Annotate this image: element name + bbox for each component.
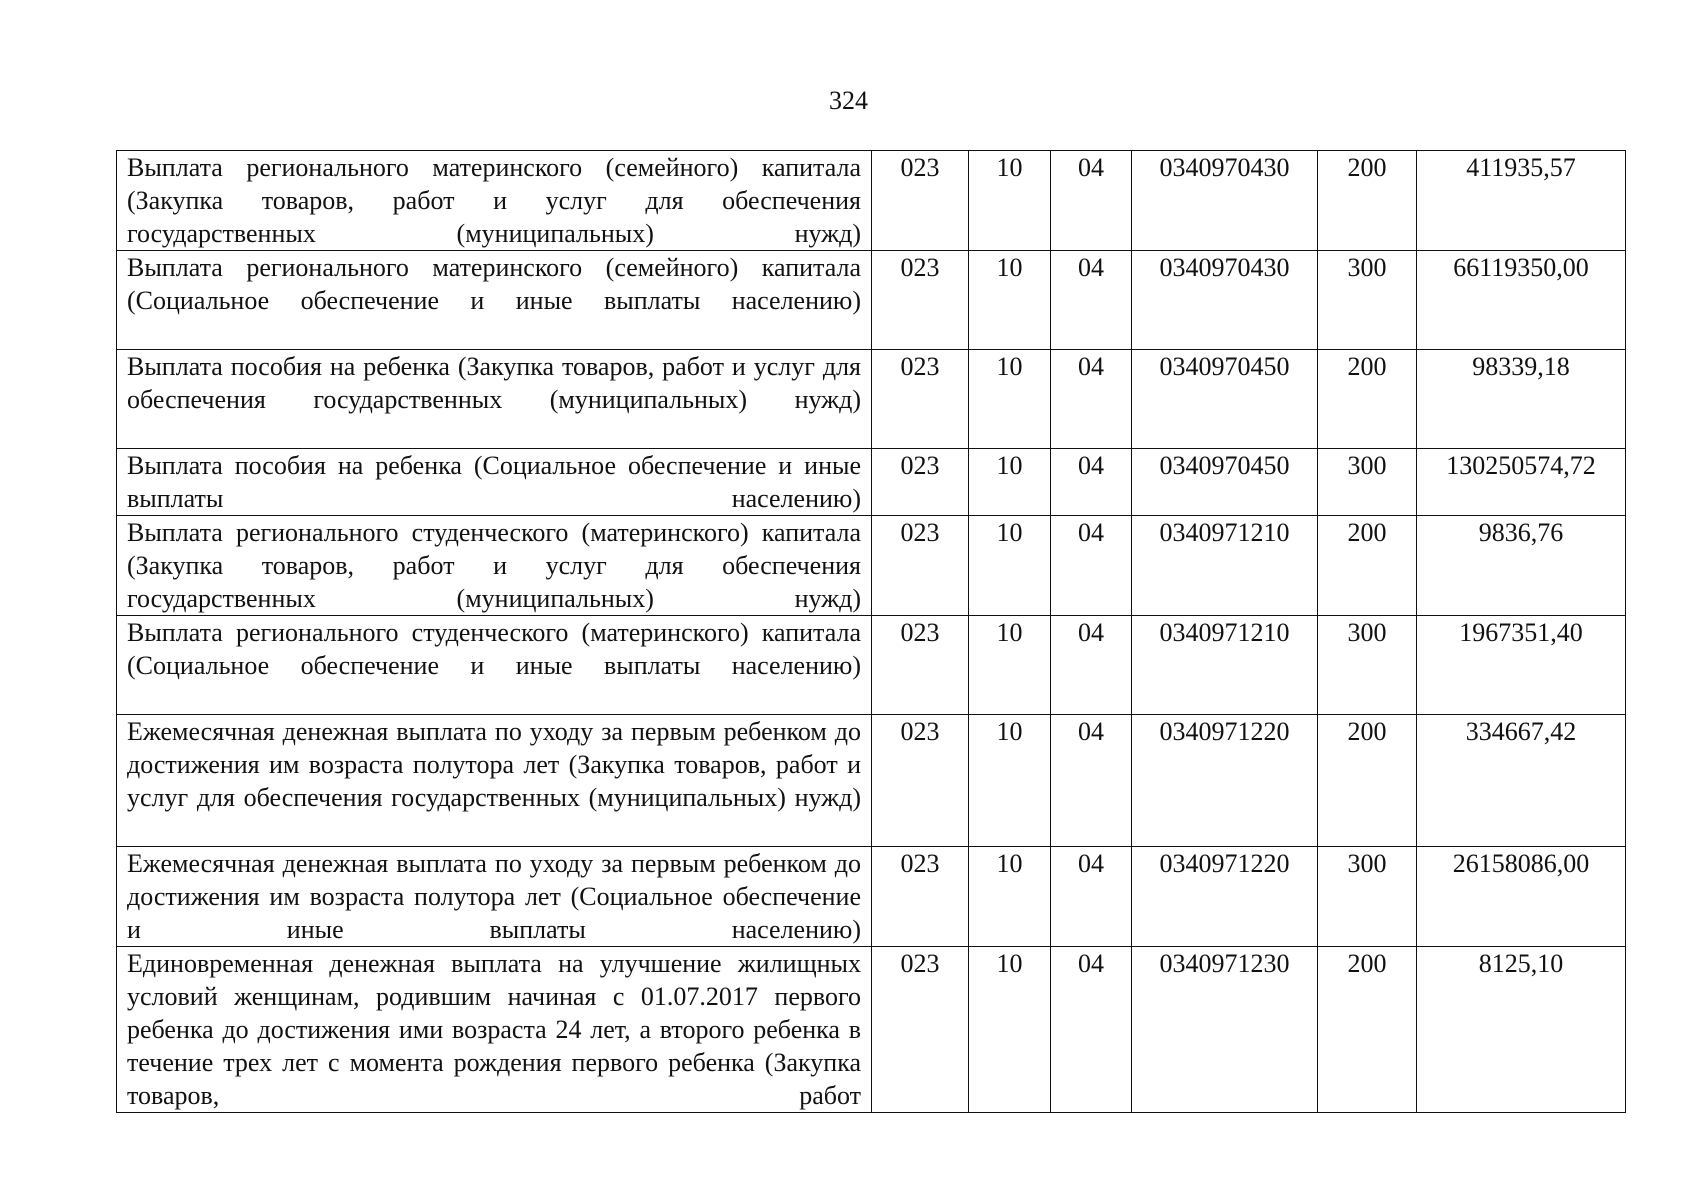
row-description: Единовременная денежная выплата на улучшение жилищных условий женщинам, родившим начиная с 01.07.2017 первого ребенка до достижения ими возраста 24 лет, а второго ребенка в течение трех лет с момента рождения первого ребенка (Закупка товаров, работ [127, 949, 861, 1110]
ministry-code: 023 [872, 616, 969, 715]
target-article-code: 0340970430 [1132, 151, 1318, 251]
subsection-code: 04 [1051, 616, 1132, 715]
subsection-code: 04 [1051, 516, 1132, 616]
amount-value: 66119350,00 [1417, 251, 1626, 350]
row-description: Выплата регионального материнского (семейного) капитала (Социальное обеспечение и иные выплаты населению) [117, 251, 872, 350]
table-row [117, 715, 1626, 847]
expense-type-code: 200 [1318, 151, 1417, 251]
row-description-cell [117, 947, 872, 1113]
target-article-code: 0340970430 [1132, 251, 1318, 350]
amount-value: 1967351,40 [1417, 616, 1626, 715]
target-article-code: 0340971230 [1132, 947, 1318, 1113]
table-row [117, 449, 1626, 516]
table-row [117, 350, 1626, 449]
table-row [117, 251, 1626, 350]
ministry-code: 023 [872, 449, 969, 516]
row-description: Ежемесячная денежная выплата по уходу за первым ребенком до достижения им возраста полутора лет (Социальное обеспечение и иные выплаты населению) [117, 847, 872, 947]
section-code: 10 [969, 151, 1051, 251]
ministry-code: 023 [872, 847, 969, 947]
table-row [117, 151, 1626, 251]
ministry-code: 023 [872, 947, 969, 1113]
target-article-code: 0340971220 [1132, 847, 1318, 947]
row-description: Выплата регионального студенческого (материнского) капитала (Закупка товаров, работ и услуг для обеспечения государственных (муниципальных) нужд) [117, 516, 872, 616]
amount-value: 411935,57 [1417, 151, 1626, 251]
section-code: 10 [969, 947, 1051, 1113]
subsection-code: 04 [1051, 251, 1132, 350]
amount-value: 26158086,00 [1417, 847, 1626, 947]
expense-type-code: 300 [1318, 616, 1417, 715]
target-article-code: 0340970450 [1132, 449, 1318, 516]
ministry-code: 023 [872, 251, 969, 350]
ministry-code: 023 [872, 151, 969, 251]
target-article-code: 0340970450 [1132, 350, 1318, 449]
subsection-code: 04 [1051, 151, 1132, 251]
expense-type-code: 300 [1318, 251, 1417, 350]
section-code: 10 [969, 715, 1051, 847]
subsection-code: 04 [1051, 947, 1132, 1113]
section-code: 10 [969, 847, 1051, 947]
row-description: Выплата регионального студенческого (материнского) капитала (Социальное обеспечение и иные выплаты населению) [117, 616, 872, 715]
amount-value: 98339,18 [1417, 350, 1626, 449]
expense-type-code: 200 [1318, 516, 1417, 616]
row-description: Выплата пособия на ребенка (Закупка товаров, работ и услуг для обеспечения государственных (муниципальных) нужд) [117, 350, 872, 449]
subsection-code: 04 [1051, 350, 1132, 449]
section-code: 10 [969, 516, 1051, 616]
expense-type-code: 200 [1318, 350, 1417, 449]
amount-value: 130250574,72 [1417, 449, 1626, 516]
subsection-code: 04 [1051, 449, 1132, 516]
target-article-code: 0340971210 [1132, 516, 1318, 616]
section-code: 10 [969, 616, 1051, 715]
ministry-code: 023 [872, 350, 969, 449]
target-article-code: 0340971220 [1132, 715, 1318, 847]
ministry-code: 023 [872, 715, 969, 847]
row-description: Ежемесячная денежная выплата по уходу за первым ребенком до достижения им возраста полутора лет (Закупка товаров, работ и услуг для обеспечения государственных (муниципальных) нужд) [117, 715, 872, 847]
expense-type-code: 200 [1318, 715, 1417, 847]
target-article-code: 0340971210 [1132, 616, 1318, 715]
table-row [117, 847, 1626, 947]
page-number: 324 [829, 86, 868, 115]
subsection-code: 04 [1051, 847, 1132, 947]
budget-table [116, 150, 1626, 1113]
expense-type-code: 200 [1318, 947, 1417, 1113]
row-description: Выплата пособия на ребенка (Социальное обеспечение и иные выплаты населению) [117, 449, 872, 516]
amount-value: 8125,10 [1417, 947, 1626, 1113]
table-row [117, 616, 1626, 715]
table-row [117, 947, 1626, 1113]
amount-value: 9836,76 [1417, 516, 1626, 616]
expense-type-code: 300 [1318, 449, 1417, 516]
row-description: Выплата регионального материнского (семейного) капитала (Закупка товаров, работ и услуг для обеспечения государственных (муниципальных) нужд) [117, 151, 872, 251]
amount-value: 334667,42 [1417, 715, 1626, 847]
ministry-code: 023 [872, 516, 969, 616]
section-code: 10 [969, 251, 1051, 350]
section-code: 10 [969, 449, 1051, 516]
expense-type-code: 300 [1318, 847, 1417, 947]
subsection-code: 04 [1051, 715, 1132, 847]
section-code: 10 [969, 350, 1051, 449]
table-row [117, 516, 1626, 616]
